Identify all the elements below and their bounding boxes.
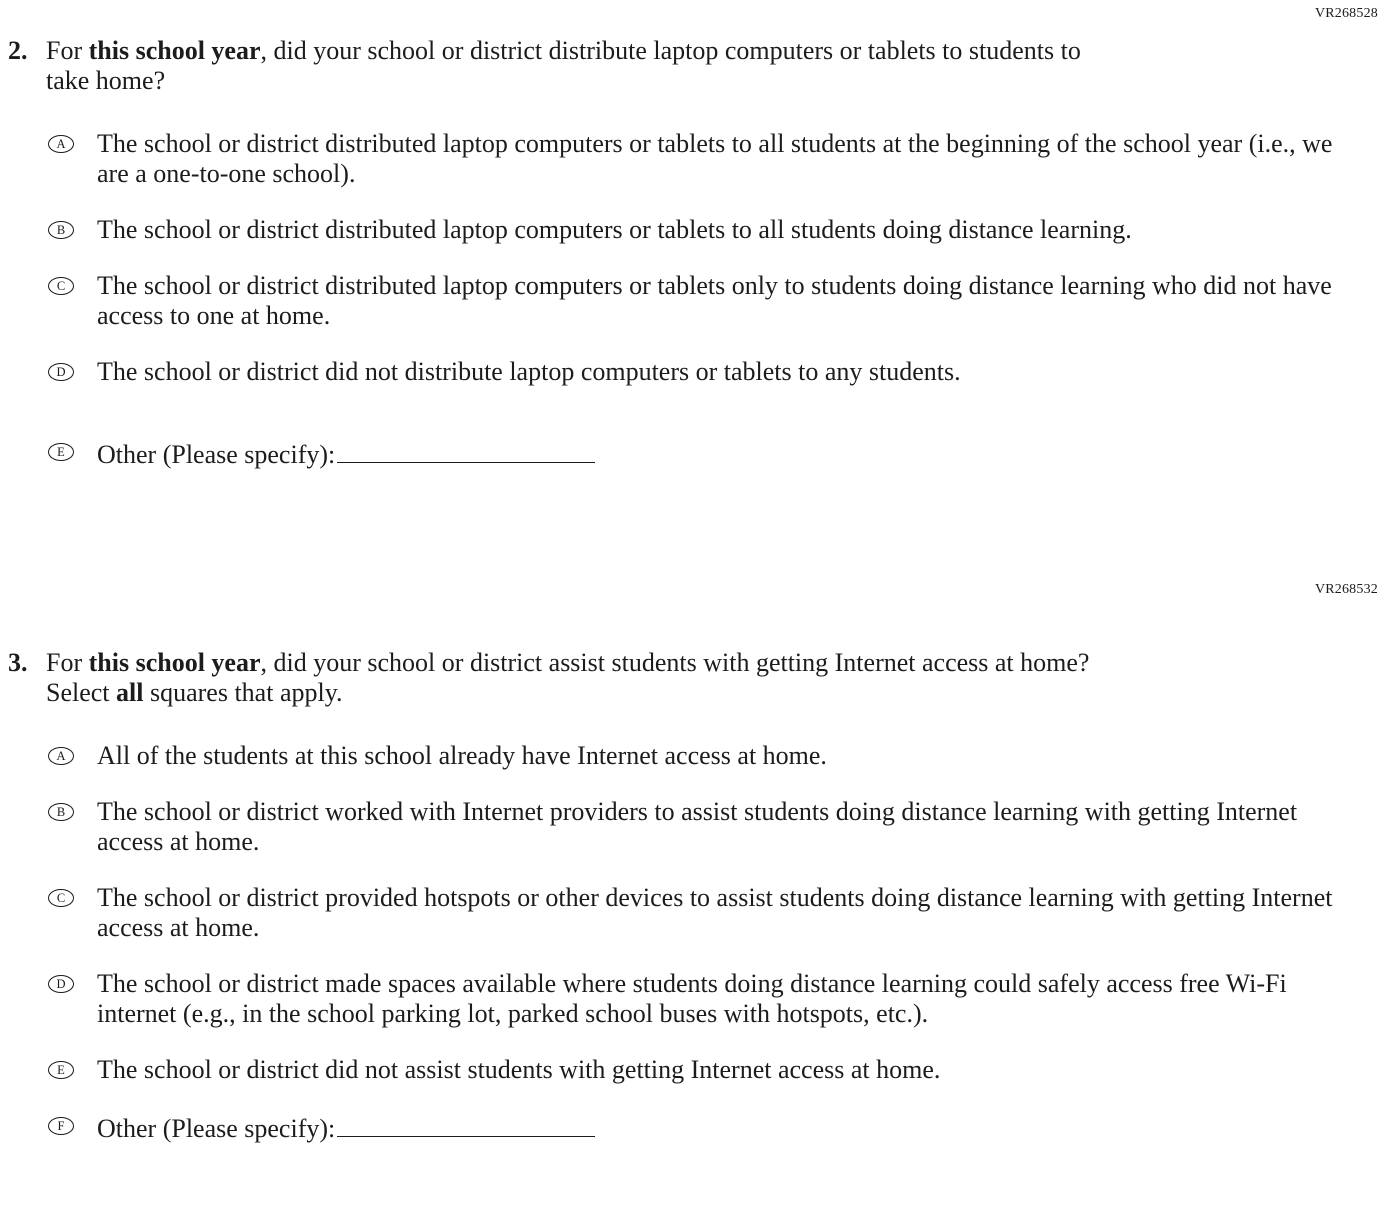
question-3-option-e-row xyxy=(48,1055,1378,1085)
question-3-prompt-text: For xyxy=(46,648,89,677)
question-3-option-d-bubble[interactable]: D xyxy=(48,975,74,993)
question-2-option-c-label: The school or district distributed laptop computers or tablets only to students doing distance learning who did not have access to one at home. xyxy=(97,271,1332,330)
question-2-prompt-text: For xyxy=(46,36,89,65)
vr-code-question-2: VR268528 xyxy=(1314,6,1378,21)
question-3-option-f-bubble[interactable]: F xyxy=(48,1117,74,1135)
question-3-other-specify-field[interactable] xyxy=(337,1111,595,1137)
question-2-option-a-row xyxy=(48,129,1378,189)
vr-code-question-3: VR268532 xyxy=(1314,582,1378,597)
question-3-prompt-text: , did your school or district assist students with getting Internet access at home? Select xyxy=(46,648,1090,707)
question-2-option-d-bubble[interactable]: D xyxy=(48,363,74,381)
question-2-other-specify-field[interactable] xyxy=(337,437,595,463)
question-3-number: 3. xyxy=(8,648,28,677)
question-3-option-a-bubble[interactable]: A xyxy=(48,747,74,765)
question-3-prompt-bold: all xyxy=(116,678,144,707)
question-2-option-c-row xyxy=(48,271,1378,331)
question-3-option-e-bubble[interactable]: E xyxy=(48,1061,74,1079)
question-3-option-a-label: All of the students at this school already have Internet access at home. xyxy=(97,741,827,770)
question-2-option-e-row xyxy=(48,437,1378,470)
question-3-option-d-label: The school or district made spaces available where students doing distance learning could safely access free Wi-Fi internet (e.g., in the school parking lot, parked school buses with hotspots, etc.). xyxy=(97,969,1287,1028)
question-2-prompt-bold: this school year xyxy=(88,36,261,65)
question-2-option-b-label: The school or district distributed laptop computers or tablets to all students doing distance learning. xyxy=(97,215,1132,244)
question-2-option-b-bubble[interactable]: B xyxy=(48,221,74,239)
question-3-option-f-label xyxy=(97,1111,595,1144)
question-2-option-b-row xyxy=(48,215,1378,245)
question-3-prompt-bold: this school year xyxy=(88,648,261,677)
question-2 xyxy=(8,36,1378,96)
question-3-option-f-row xyxy=(48,1111,1378,1144)
question-3-other-label: Other (Please specify): xyxy=(97,1114,336,1143)
question-2-number: 2. xyxy=(8,36,28,65)
question-2-other-label: Other (Please specify): xyxy=(97,440,336,469)
question-3-option-b-bubble[interactable]: B xyxy=(48,803,74,821)
question-2-option-a-label: The school or district distributed laptop computers or tablets to all students at the beginning of the school year (i.e., we are a one-to-one school). xyxy=(97,129,1333,188)
question-2-option-d-label: The school or district did not distribute laptop computers or tablets to any students. xyxy=(97,357,961,386)
question-2-prompt-text: , did your school or district distribute laptop computers or tablets to students to take home? xyxy=(46,36,1081,95)
question-3-option-d-row xyxy=(48,969,1378,1029)
question-2-prompt xyxy=(46,36,1121,96)
question-2-option-e-bubble[interactable]: E xyxy=(48,443,74,461)
question-2-option-e-label xyxy=(97,437,595,470)
question-3-option-b-row xyxy=(48,797,1378,857)
question-2-option-d-row xyxy=(48,357,1378,387)
question-3 xyxy=(8,648,1378,708)
question-3-option-e-label: The school or district did not assist students with getting Internet access at home. xyxy=(97,1055,941,1084)
question-3-option-c-label: The school or district provided hotspots or other devices to assist students doing distance learning with getting Internet access at home. xyxy=(97,883,1333,942)
question-3-prompt-text: squares that apply. xyxy=(143,678,343,707)
question-3-option-c-row xyxy=(48,883,1378,943)
question-2-option-c-bubble[interactable]: C xyxy=(48,277,74,295)
question-3-option-b-label: The school or district worked with Internet providers to assist students doing distance learning with getting Internet access at home. xyxy=(97,797,1298,856)
question-3-option-c-bubble[interactable]: C xyxy=(48,889,74,907)
question-3-option-a-row xyxy=(48,741,1378,771)
question-2-option-a-bubble[interactable]: A xyxy=(48,135,74,153)
question-3-prompt xyxy=(46,648,1121,708)
